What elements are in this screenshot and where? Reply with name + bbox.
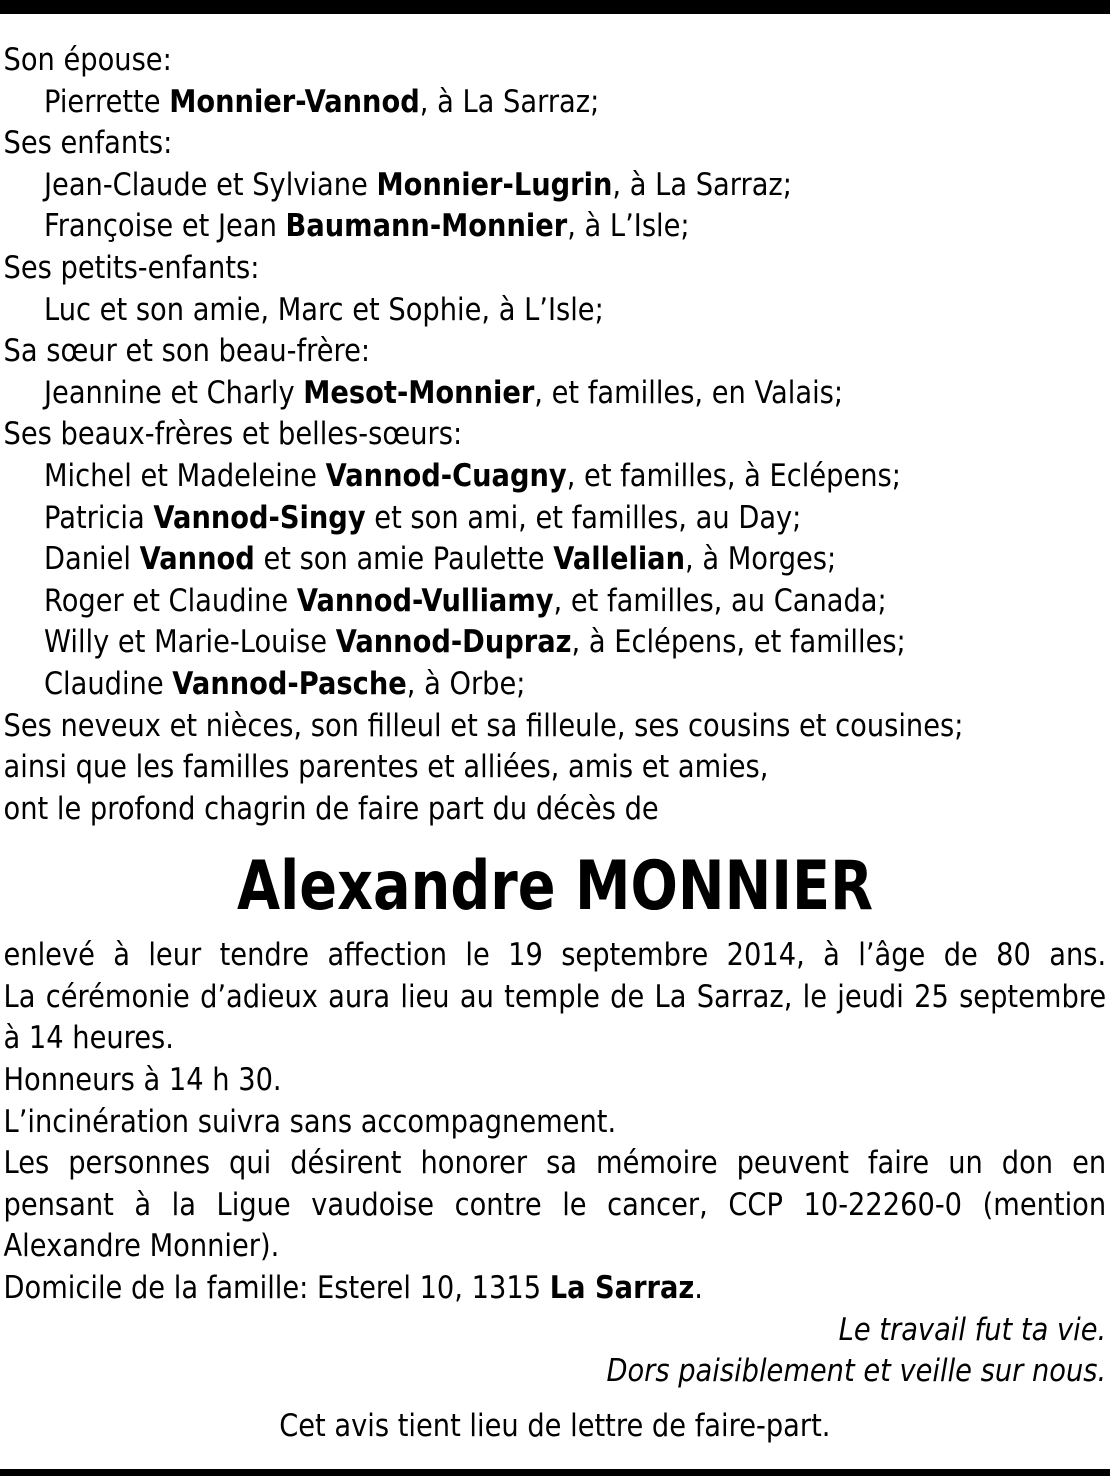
surname-bold: Vannod-Singy [153, 499, 366, 536]
text-run: Michel et Madeleine [44, 457, 326, 494]
text-run: , à La Sarraz; [419, 83, 600, 120]
relationship-label-line [4, 40, 1107, 82]
notice-content [0, 14, 1110, 1447]
text-run: Claudine [44, 665, 173, 702]
text-run: pensant à la Ligue vaudoise contre le cancer, CCP 10-22260-0 (mention [3, 1186, 1107, 1223]
relationship-label-line [4, 706, 1107, 748]
text-run: , à L’Isle; [567, 208, 690, 245]
text-run: à 14 heures. [3, 1020, 174, 1057]
text-run: , à Eclépens, et familles; [571, 624, 906, 661]
text-run: Les personnes qui désirent honorer sa mémoire peuvent faire un don en [3, 1145, 1107, 1182]
text-run: , à La Sarraz; [612, 166, 792, 203]
surname-bold: Vannod-Vulliamy [296, 582, 554, 619]
family-member-line [4, 581, 1107, 623]
surname-bold: Vannod-Cuagny [325, 457, 567, 494]
notice-body-line [4, 977, 1107, 1019]
deceased-name: Alexandre MONNIER [236, 847, 874, 927]
text-run: Pierrette [44, 83, 170, 120]
notice-body-line [4, 1268, 1107, 1310]
family-member-line [4, 206, 1107, 248]
text-run: Ses neveux et nièces, son filleul et sa filleule, ses cousins et cousines; [3, 707, 964, 744]
text-run: Luc et son amie, Marc et Sophie, à L’Isle; [44, 291, 604, 328]
text-run: Françoise et Jean [44, 208, 286, 245]
closing-line [4, 1406, 1107, 1448]
text-run: ainsi que les familles parentes et alliées, amis et amies, [3, 749, 769, 786]
relationship-label-line [4, 414, 1107, 456]
surname-bold: Vannod-Pasche [172, 665, 407, 702]
top-rule [0, 0, 1110, 14]
surname-bold: Baumann-Monnier [285, 208, 568, 245]
family-member-line [4, 456, 1107, 498]
relationship-label-line [4, 747, 1107, 789]
text-run: Le travail fut ta vie. [838, 1311, 1107, 1348]
text-run: et son amie Paulette [254, 541, 554, 578]
text-run: Ses beaux-frères et belles-sœurs: [3, 416, 463, 453]
text-run: . [694, 1270, 703, 1307]
text-run: , à Orbe; [406, 665, 526, 702]
text-run: L’incinération suivra sans accompagnement. [3, 1103, 617, 1140]
family-member-line [4, 82, 1107, 124]
notice-body-line [4, 1185, 1107, 1227]
text-run: Dors paisiblement et veille sur nous. [606, 1353, 1107, 1390]
text-run: ont le profond chagrin de faire part du décès de [3, 790, 659, 827]
text-run: Willy et Marie-Louise [44, 624, 336, 661]
surname-bold: La Sarraz [549, 1270, 695, 1307]
relationship-label-line [4, 123, 1107, 165]
text-run: Jeannine et Charly [44, 374, 304, 411]
family-member-line [4, 373, 1107, 415]
text-run: , et familles, à Eclépens; [566, 457, 901, 494]
family-member-line [4, 539, 1107, 581]
surname-bold: Mesot-Monnier [303, 374, 535, 411]
surname-bold: Vannod [139, 541, 255, 578]
relationship-label-line [4, 248, 1107, 290]
text-run: Ses enfants: [3, 125, 173, 162]
relationship-label-line [4, 331, 1107, 373]
text-run: Son épouse: [3, 42, 172, 78]
text-run: Roger et Claudine [44, 582, 297, 619]
family-member-line [4, 498, 1107, 540]
surname-bold: Vallelian [553, 541, 685, 578]
notice-body-line [4, 935, 1107, 977]
notice-body-line [4, 1226, 1107, 1268]
text-run: , et familles, au Canada; [553, 582, 887, 619]
text-run: Cet avis tient lieu de lettre de faire-part. [279, 1407, 831, 1444]
bottom-rule [0, 1469, 1110, 1476]
text-run: enlevé à leur tendre affection le 19 septembre 2014, à l’âge de 80 ans. [3, 937, 1107, 974]
text-run: et son ami, et familles, au Day; [365, 499, 802, 536]
relationship-label-line [4, 789, 1107, 831]
deceased-name-block [100, 842, 1010, 931]
notice-body-line [4, 1060, 1107, 1102]
text-run: Sa sœur et son beau-frère: [3, 333, 371, 370]
family-list [0, 14, 1110, 830]
notice-body [0, 935, 1110, 1447]
notice-body-line [4, 1102, 1107, 1144]
epitaph-line [4, 1351, 1107, 1393]
text-run: , et familles, en Valais; [534, 374, 844, 411]
text-run: La cérémonie d’adieux aura lieu au temple de La Sarraz, le jeudi 25 septembre [3, 978, 1107, 1015]
family-member-line [4, 622, 1107, 664]
surname-bold: Vannod-Dupraz [335, 624, 572, 661]
notice-body-line [4, 1143, 1107, 1185]
text-run: Alexandre Monnier). [3, 1228, 280, 1265]
text-run: Daniel [44, 541, 140, 578]
family-member-line [4, 290, 1107, 332]
text-run: Jean-Claude et Sylviane [44, 166, 377, 203]
notice-body-line [4, 1018, 1107, 1060]
text-run: Patricia [44, 499, 154, 536]
epitaph-line [4, 1310, 1107, 1352]
text-run: Honneurs à 14 h 30. [3, 1062, 282, 1099]
surname-bold: Monnier-Vannod [169, 83, 420, 120]
text-run: Domicile de la famille: Esterel 10, 1315 [3, 1270, 550, 1307]
family-member-line [4, 664, 1107, 706]
text-run: Ses petits-enfants: [3, 249, 260, 286]
family-member-line [4, 165, 1107, 207]
surname-bold: Monnier-Lugrin [376, 166, 613, 203]
text-run: , à Morges; [684, 541, 837, 578]
